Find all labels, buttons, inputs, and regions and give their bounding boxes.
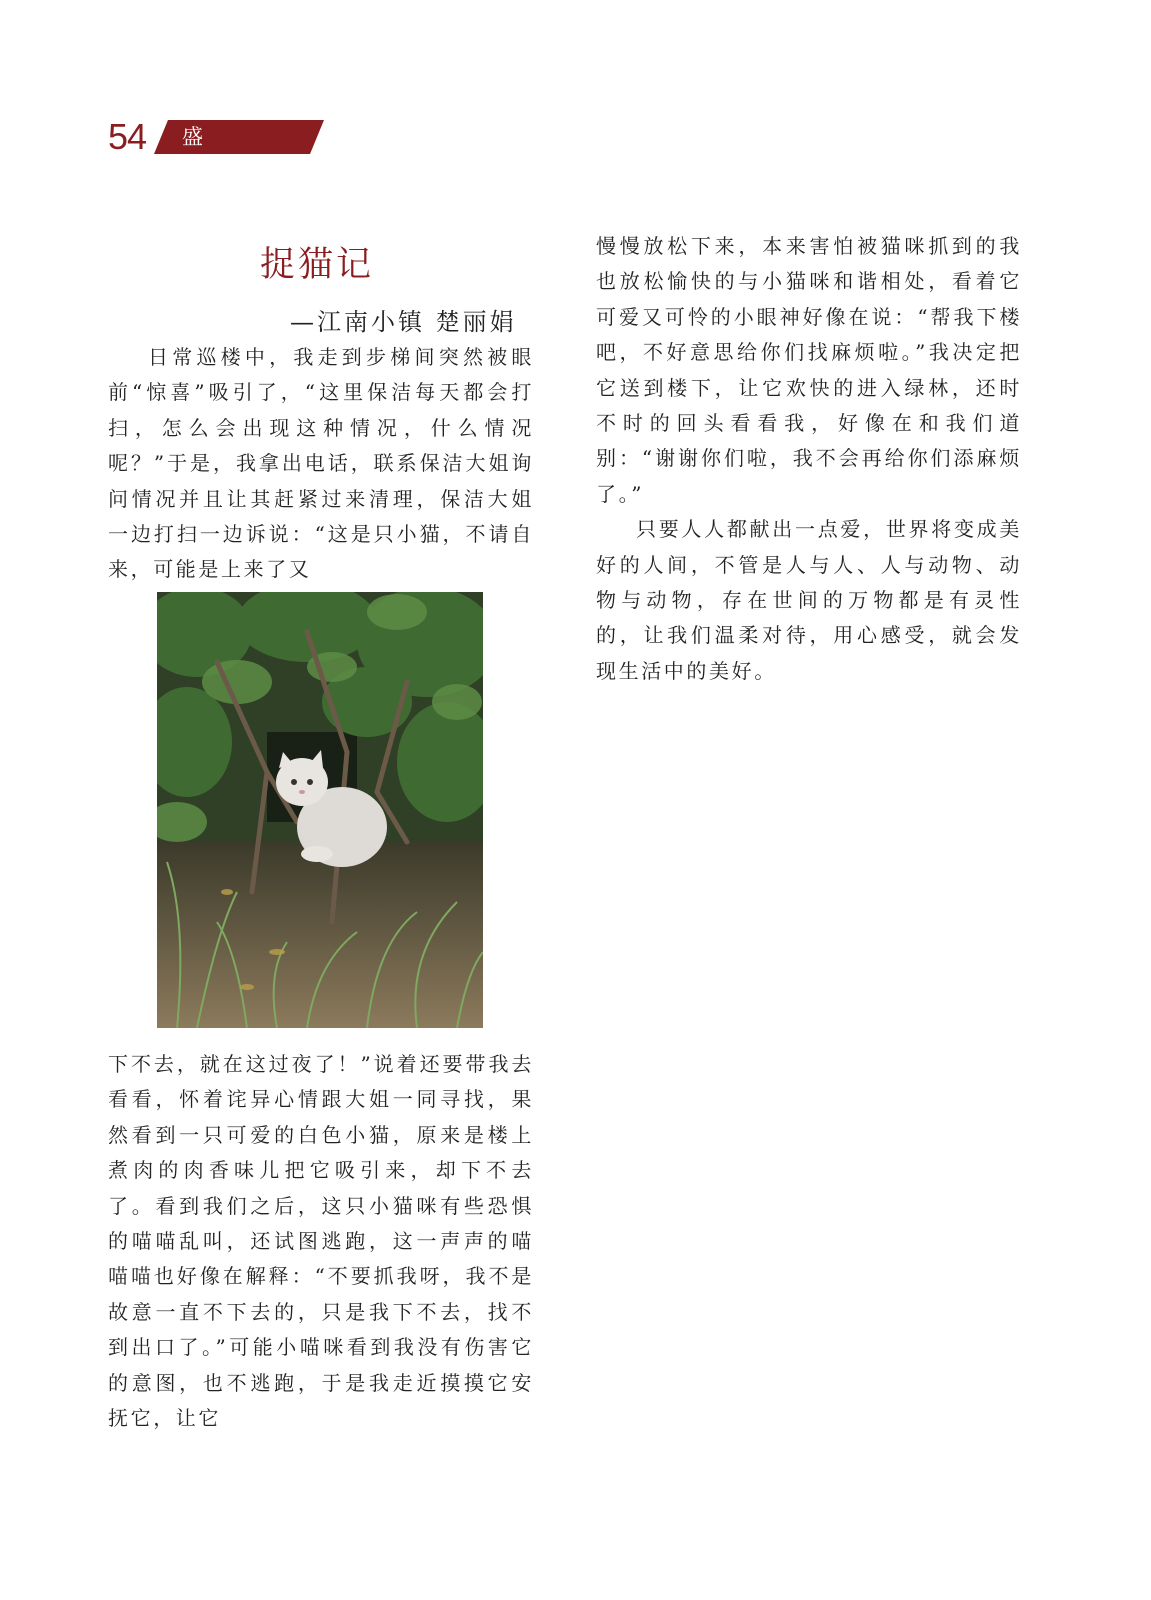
paragraph-2: 慢慢放松下来，本来害怕被猫咪抓到的我也放松愉快的与小猫咪和谐相处，看着它可爱又可怜的小眼神好像在说：“帮我下楼吧，不好意思给你们找麻烦啦。”我决定把它送到楼下，让它欢快的进入绿林，还时不时的回头看看我，好像在和我们道别：“谢谢你们啦，我不会再给你们添麻烦了。”	[596, 234, 1022, 506]
cat-photo-illustration	[157, 592, 483, 1028]
paragraph-1-continued: 下不去，就在这过夜了！”说着还要带我去看看，怀着诧异心情跟大姐一同寻找，果然看到一只可爱的白色小猫，原来是楼上煮肉的肉香味儿把它吸引来，却下不去了。看到我们之后，这只小猫咪有些恐惧的喵喵乱叫，还试图逃跑，这一声声的喵喵喵也好像在解释：“不要抓我呀，我不是故意一直不下去的，只是我下不去，找不到出口了。”可能小喵咪看到我没有伤害它的意图，也不逃跑，于是我走近摸摸它安抚它，让它	[108, 1052, 534, 1431]
section-label: 盛世物业	[182, 125, 207, 251]
paragraph-3: 只要人人都献出一点爱，世界将变成美好的人间，不管是人与人、人与动物、动物与动物，存在世间的万物都是有灵性的，让我们温柔对待，用心感受，就会发现生活中的美好。	[596, 517, 1022, 683]
paragraph-1: 日常巡楼中，我走到步梯间突然被眼前“惊喜”吸引了，“这里保洁每天都会打扫，怎么会出现这种情况，什么情况呢？”于是，我拿出电话，联系保洁大姐询问情况并且让其赶紧过来清理，保洁大姐一边打扫一边诉说：“这是只小猫，不请自来，可能是上来了又	[108, 345, 534, 582]
left-column-bottom	[108, 1047, 534, 1436]
left-column-top	[108, 340, 534, 588]
right-column	[596, 229, 1022, 689]
page-number: 54	[108, 116, 147, 157]
article-byline: —江南小镇 楚丽娟	[290, 308, 517, 336]
cat-photo	[157, 592, 483, 1028]
article-title: 捉猫记	[260, 245, 375, 285]
